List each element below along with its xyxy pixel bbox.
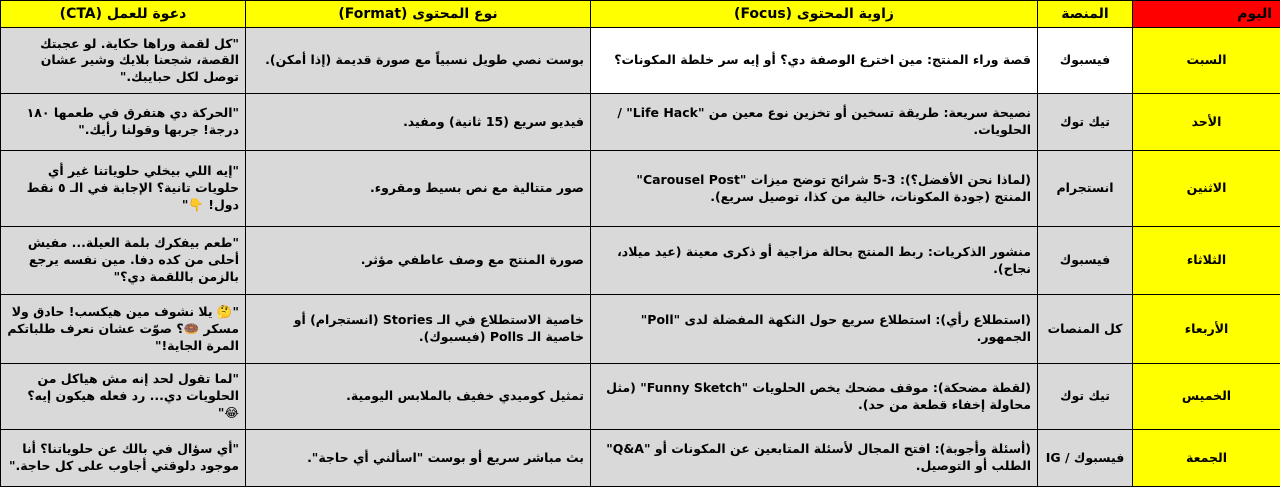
table-row	[1, 151, 1280, 227]
focus-cell: منشور الذكريات: ربط المنتج بحالة مزاجية أو ذكرى معينة (عيد ميلاد، نجاح).	[591, 227, 1038, 295]
header-format: نوع المحتوى (Format)	[246, 1, 591, 28]
table-row	[1, 227, 1280, 295]
day-cell: الأحد	[1133, 94, 1280, 151]
cta-cell: "الحركة دي هتفرق في طعمها ١٨٠ درجة! جربها وقولنا رأيك."	[1, 94, 246, 151]
header-row	[1, 1, 1280, 28]
cta-cell: "كل لقمة وراها حكاية. لو عجبتك القصة، شجعنا بلايك وشير عشان توصل لكل حبايبك."	[1, 28, 246, 94]
day-cell: الجمعة	[1133, 430, 1280, 487]
focus-cell: (لماذا نحن الأفضل؟): 3-5 شرائح توضح ميزات "Carousel Post" المنتج (جودة المكونات، خالية من كذا، توصيل سريع).	[591, 151, 1038, 227]
platform-cell: كل المنصات	[1038, 295, 1133, 364]
focus-cell: (استطلاع رأي): استطلاع سريع حول النكهة المفضلة لدى "Poll" الجمهور.	[591, 295, 1038, 364]
format-cell: تمثيل كوميدي خفيف بالملابس اليومية.	[246, 364, 591, 430]
header-platform: المنصة	[1038, 1, 1133, 28]
day-cell: السبت	[1133, 28, 1280, 94]
table-row	[1, 295, 1280, 364]
table-row	[1, 94, 1280, 151]
day-cell: الخميس	[1133, 364, 1280, 430]
platform-cell: انستجرام	[1038, 151, 1133, 227]
table-row	[1, 430, 1280, 487]
day-cell: الاثنين	[1133, 151, 1280, 227]
format-cell: خاصية الاستطلاع في الـ Stories (انستجرام) أو خاصية الـ Polls (فيسبوك).	[246, 295, 591, 364]
platform-cell: فيسبوك	[1038, 28, 1133, 94]
table-row	[1, 364, 1280, 430]
cta-cell: "🤔 يلا نشوف مين هيكسب! حادق ولا مسكر 🍩؟ صوّت عشان نعرف طلباتكم المرة الجاية!"	[1, 295, 246, 364]
platform-cell: تيك توك	[1038, 94, 1133, 151]
format-cell: صور متتالية مع نص بسيط ومقروء.	[246, 151, 591, 227]
focus-cell: نصيحة سريعة: طريقة تسخين أو تخزين نوع معين من "Life Hack" / الحلويات.	[591, 94, 1038, 151]
day-cell: الأربعاء	[1133, 295, 1280, 364]
focus-cell: قصة وراء المنتج: مين اخترع الوصفة دي؟ أو إيه سر خلطة المكونات؟	[591, 28, 1038, 94]
day-cell: الثلاثاء	[1133, 227, 1280, 295]
header-cta: دعوة للعمل (CTA)	[1, 1, 246, 28]
format-cell: بث مباشر سريع أو بوست "اسألني أي حاجة".	[246, 430, 591, 487]
header-day: اليوم	[1133, 1, 1280, 28]
focus-cell: (أسئلة وأجوبة): افتح المجال لأسئلة المتابعين عن المكونات أو "Q&A" الطلب أو التوصيل.	[591, 430, 1038, 487]
focus-cell: (لقطة مضحكة): موقف مضحك يخص الحلويات "Funny Sketch" (مثل محاولة إخفاء قطعة من حد).	[591, 364, 1038, 430]
cta-cell: "إيه اللي بيخلي حلوياتنا غير أي حلويات تانية؟ الإجابة في الـ ٥ نقط دول! 👇"	[1, 151, 246, 227]
cta-cell: "طعم بيفكرك بلمة العيلة... مفيش أحلى من كده دفا. مين نفسه يرجع بالزمن باللقمة دي؟"	[1, 227, 246, 295]
platform-cell: فيسبوك / IG	[1038, 430, 1133, 487]
platform-cell: فيسبوك	[1038, 227, 1133, 295]
platform-cell: تيك توك	[1038, 364, 1133, 430]
table-row	[1, 28, 1280, 94]
format-cell: فيديو سريع (15 ثانية) ومفيد.	[246, 94, 591, 151]
cta-cell: "لما تقول لحد إنه مش هياكل من الحلويات دي... رد فعله هيكون إيه؟ 😂"	[1, 364, 246, 430]
format-cell: بوست نصي طويل نسبياً مع صورة قديمة (إذا أمكن).	[246, 28, 591, 94]
header-focus: زاوية المحتوى (Focus)	[591, 1, 1038, 28]
format-cell: صورة المنتج مع وصف عاطفي مؤثر.	[246, 227, 591, 295]
cta-cell: "أي سؤال في بالك عن حلوياتنا؟ أنا موجود دلوقتي أجاوب على كل حاجة."	[1, 430, 246, 487]
